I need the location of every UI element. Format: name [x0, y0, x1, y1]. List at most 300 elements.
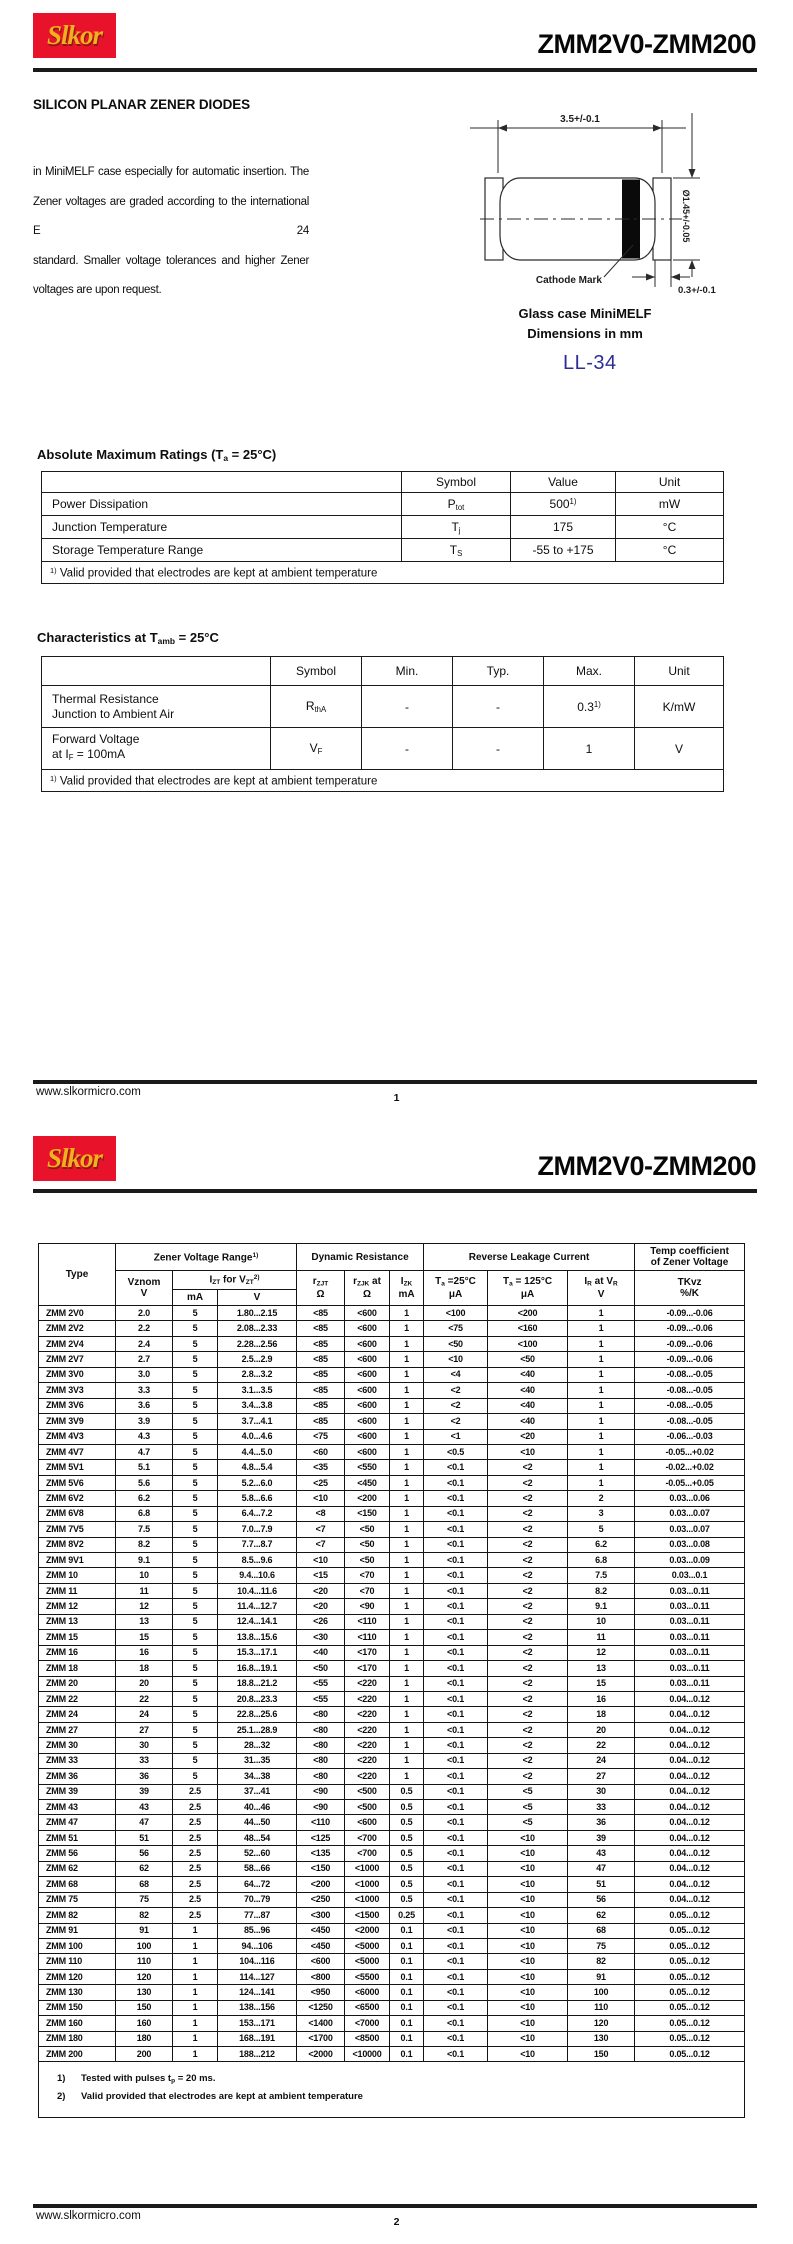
value-cell: <1400: [297, 2016, 345, 2031]
value-cell: <10: [488, 2031, 568, 2046]
value-cell: <10: [488, 1892, 568, 1907]
value-cell: 5: [173, 1738, 218, 1753]
value-cell: <10: [488, 1830, 568, 1845]
value-cell: <0.1: [424, 1815, 488, 1830]
value-cell: 5.1: [116, 1460, 173, 1475]
value-cell: 2.5: [173, 1877, 218, 1892]
value-cell: 0.04...0.12: [635, 1830, 745, 1845]
arrowhead-icon: [671, 274, 680, 281]
value-cell: 1: [568, 1460, 635, 1475]
value-cell: 22.8...25.6: [218, 1707, 297, 1722]
symbol-cell: $T_j$: [402, 516, 511, 539]
value-cell: 3: [568, 1506, 635, 1521]
value-cell: <2: [488, 1475, 568, 1490]
value-cell: 5: [173, 1429, 218, 1444]
value-cell: <0.1: [424, 1753, 488, 1768]
value-cell: <950: [297, 1985, 345, 2000]
value-cell: 22: [568, 1738, 635, 1753]
value-cell: 62: [568, 1908, 635, 1923]
header-cell: Value: [511, 472, 616, 493]
note-line: 2) Valid provided that electrodes are kept at ambient temperature: [57, 2091, 363, 2103]
value-cell: 2.5: [173, 1815, 218, 1830]
value-cell: <0.1: [424, 1954, 488, 1969]
value-cell: <0.1: [424, 1630, 488, 1645]
value-cell: 0.1: [390, 1985, 424, 2000]
value-cell: 5: [173, 1630, 218, 1645]
value-cell: 16: [116, 1645, 173, 1660]
value-cell: <40: [488, 1414, 568, 1429]
type-cell: ZMM 5V6: [39, 1475, 116, 1490]
value-cell: 0.03...0.11: [635, 1645, 745, 1660]
value-cell: <600: [345, 1444, 390, 1459]
zener-row: [39, 1614, 745, 1629]
value-cell: <40: [488, 1398, 568, 1413]
value-cell: 2.0: [116, 1306, 173, 1321]
value-cell: 68: [568, 1923, 635, 1938]
value-cell: 0.04...0.12: [635, 1753, 745, 1768]
footnote-cell: $^{1)}$ Valid provided that electrodes are kept at ambient temperature: [42, 562, 724, 584]
value-cell: <200: [488, 1306, 568, 1321]
value-cell: <80: [297, 1707, 345, 1722]
value-cell: 2.5: [173, 1861, 218, 1876]
value-cell: 1: [390, 1753, 424, 1768]
value-cell: <0.1: [424, 1614, 488, 1629]
header-cell: Typ.: [453, 657, 544, 686]
type-cell: ZMM 13: [39, 1614, 116, 1629]
value-cell: <2: [488, 1599, 568, 1614]
arrowhead-icon: [646, 274, 655, 281]
value-cell: <10: [488, 2047, 568, 2062]
value-cell: <10: [488, 1923, 568, 1938]
value-cell: 0.03...0.07: [635, 1522, 745, 1537]
zener-row: [39, 1537, 745, 1552]
value-cell: 0.04...0.12: [635, 1738, 745, 1753]
value-cell: 2.7: [116, 1352, 173, 1367]
zener-row: [39, 1444, 745, 1459]
temp-coefficient-header: Temp coefficient of Zener Voltage: [635, 1244, 745, 1271]
value-cell: 0.5: [390, 1815, 424, 1830]
value-cell: 28...32: [218, 1738, 297, 1753]
value-cell: <85: [297, 1306, 345, 1321]
zener-row: [39, 1630, 745, 1645]
value-cell: <5: [488, 1815, 568, 1830]
value-cell: 5: [173, 1522, 218, 1537]
value-cell: 8.2: [116, 1537, 173, 1552]
value-cell: 4.0...4.6: [218, 1429, 297, 1444]
value-cell: <0.1: [424, 1676, 488, 1691]
value-cell: 160: [116, 2016, 173, 2031]
value-cell: 8.2: [568, 1583, 635, 1598]
value-cell: <1: [424, 1429, 488, 1444]
value-cell: 0.1: [390, 1923, 424, 1938]
value-cell: <0.1: [424, 1722, 488, 1737]
value-cell: 2.5: [173, 1800, 218, 1815]
value-cell: <0.1: [424, 1861, 488, 1876]
value-cell: 1: [390, 1475, 424, 1490]
value-cell: 1: [173, 1923, 218, 1938]
value-cell: 1: [568, 1475, 635, 1490]
value-cell: 1: [390, 1398, 424, 1413]
value-cell: 33: [568, 1800, 635, 1815]
dim-length-label: 3.5+/-0.1: [560, 114, 600, 125]
value-cell: 5: [568, 1522, 635, 1537]
zener-row: [39, 1815, 745, 1830]
value-cell: 0.04...0.12: [635, 1800, 745, 1815]
value-cell: 2.08...2.33: [218, 1321, 297, 1336]
type-header: Type: [39, 1244, 116, 1306]
value-cell: <10: [424, 1352, 488, 1367]
zener-selection-table: [38, 1243, 745, 2118]
zener-row: [39, 1553, 745, 1568]
zener-row: [39, 1830, 745, 1845]
value-cell: <2000: [345, 1923, 390, 1938]
value-cell: 130: [568, 2031, 635, 2046]
sub-header-row: [39, 1271, 745, 1290]
slkor-logo-text: Slkor: [46, 20, 103, 50]
value-cell: 1: [390, 1661, 424, 1676]
value-cell: 47: [116, 1815, 173, 1830]
type-cell: ZMM 56: [39, 1846, 116, 1861]
value-cell: 5: [173, 1691, 218, 1706]
dim-diameter-label: Ø1.45+/-0.05: [681, 189, 691, 243]
value-cell: 5.8...6.6: [218, 1491, 297, 1506]
part-number-title: ZMM2V0-ZMM200: [537, 1151, 756, 1181]
value-cell: 3.7...4.1: [218, 1414, 297, 1429]
value-cell: <110: [345, 1614, 390, 1629]
value-cell: <5: [488, 1800, 568, 1815]
table-row: [42, 493, 724, 516]
value-cell: -0.08...-0.05: [635, 1383, 745, 1398]
value-cell: -0.05...+0.05: [635, 1475, 745, 1490]
value-cell: 1: [390, 1537, 424, 1552]
value-cell: 0.1: [390, 2031, 424, 2046]
value-cell: 0.03...0.09: [635, 1553, 745, 1568]
value-cell: 7.7...8.7: [218, 1537, 297, 1552]
value-cell: 11: [568, 1630, 635, 1645]
type-cell: ZMM 100: [39, 1938, 116, 1953]
zener-row: [39, 1336, 745, 1351]
value-cell: <80: [297, 1722, 345, 1737]
value-cell: <600: [345, 1367, 390, 1382]
type-cell: ZMM 68: [39, 1877, 116, 1892]
value-cell: <0.1: [424, 1969, 488, 1984]
website-url: www.slkormicro.com: [36, 2210, 141, 2222]
type-cell: ZMM 82: [39, 1908, 116, 1923]
value-cell: 0.5: [390, 1892, 424, 1907]
type-cell: ZMM 15: [39, 1630, 116, 1645]
value-cell: 2.5: [173, 1846, 218, 1861]
zener-row: [39, 1722, 745, 1737]
value-cell: <100: [488, 1336, 568, 1351]
value-cell: 124...141: [218, 1985, 297, 2000]
type-cell: ZMM 18: [39, 1661, 116, 1676]
symbol-cell: $R_{thA}$: [271, 686, 362, 728]
value-cell: <2: [488, 1676, 568, 1691]
value-cell: 1: [390, 1553, 424, 1568]
ta125-header: $T_a = 125^\circ C$ μA: [488, 1271, 568, 1306]
value-cell: 0.05...0.12: [635, 1985, 745, 2000]
value-cell: <110: [297, 1815, 345, 1830]
value-cell: <7000: [345, 2016, 390, 2031]
header-rule: [33, 1189, 757, 1193]
value-cell: 1: [568, 1414, 635, 1429]
type-cell: ZMM 12: [39, 1599, 116, 1614]
value-cell: 153...171: [218, 2016, 297, 2031]
value-cell: <2: [424, 1383, 488, 1398]
value-cell: 15: [116, 1630, 173, 1645]
value-cell: <55: [297, 1691, 345, 1706]
value-cell: <2: [488, 1491, 568, 1506]
value-cell: 16.8...19.1: [218, 1661, 297, 1676]
value-cell: <0.1: [424, 1784, 488, 1799]
value-cell: 91: [568, 1969, 635, 1984]
part-number-title: ZMM2V0-ZMM200: [537, 29, 756, 59]
value-cell: 48...54: [218, 1830, 297, 1845]
value-cell: 58...66: [218, 1861, 297, 1876]
value-cell: 1: [390, 1321, 424, 1336]
type-cell: ZMM 2V2: [39, 1321, 116, 1336]
zener-row: [39, 1645, 745, 1660]
value-cell: 1: [173, 2047, 218, 2062]
value-cell: 2.5: [173, 1908, 218, 1923]
value-cell: 1: [390, 1383, 424, 1398]
reverse-leakage-header: Reverse Leakage Current: [424, 1244, 635, 1271]
value-cell: <50: [297, 1661, 345, 1676]
value-cell: 27: [568, 1769, 635, 1784]
value-cell: 1: [390, 1306, 424, 1321]
value-cell: 11: [116, 1583, 173, 1598]
value-cell: <600: [345, 1306, 390, 1321]
value-cell: <10: [488, 1969, 568, 1984]
value-cell: 82: [116, 1908, 173, 1923]
header-cell: Unit: [616, 472, 724, 493]
value-cell: 0.04...0.12: [635, 1707, 745, 1722]
value-cell: <10: [488, 2016, 568, 2031]
value-cell: <2: [488, 1707, 568, 1722]
value-cell: <0.1: [424, 1491, 488, 1506]
value-cell: <160: [488, 1321, 568, 1336]
header-cell: Symbol: [271, 657, 362, 686]
value-cell: 5: [173, 1383, 218, 1398]
value-cell: 1: [390, 1336, 424, 1351]
value-cell: <250: [297, 1892, 345, 1907]
value-cell: <75: [424, 1321, 488, 1336]
value-cell: 5: [173, 1491, 218, 1506]
value-cell: 0.05...0.12: [635, 1923, 745, 1938]
value-cell: <0.1: [424, 1846, 488, 1861]
heading-text: Characteristics at T: [37, 630, 158, 645]
value-cell: <0.1: [424, 1522, 488, 1537]
value-cell: 91: [116, 1923, 173, 1938]
type-cell: ZMM 3V0: [39, 1367, 116, 1382]
value-cell: -0.06...-0.03: [635, 1429, 745, 1444]
value-cell: <200: [345, 1491, 390, 1506]
intro-line: Zener voltages are graded according to the international E 24: [33, 195, 309, 237]
value-cell: 1: [390, 1414, 424, 1429]
value-cell: -0.09...-0.06: [635, 1352, 745, 1367]
value-cell: <85: [297, 1336, 345, 1351]
value-cell: 1: [173, 2031, 218, 2046]
heading-text: Absolute Maximum Ratings (T: [37, 447, 224, 462]
value-cell: <1000: [345, 1861, 390, 1876]
value-cell: 1: [568, 1321, 635, 1336]
type-cell: ZMM 120: [39, 1969, 116, 1984]
value-cell: <2: [488, 1553, 568, 1568]
value-cell: <135: [297, 1846, 345, 1861]
value-cell: <220: [345, 1769, 390, 1784]
value-cell: 13: [568, 1661, 635, 1676]
value-cell: 1: [390, 1429, 424, 1444]
value-cell: <2: [424, 1398, 488, 1413]
type-cell: ZMM 22: [39, 1691, 116, 1706]
value-cell: 0.03...0.11: [635, 1661, 745, 1676]
type-cell: ZMM 16: [39, 1645, 116, 1660]
type-cell: ZMM 30: [39, 1738, 116, 1753]
value-cell: 1: [173, 1954, 218, 1969]
characteristics-table: [41, 656, 724, 792]
value-cell: 2.28...2.56: [218, 1336, 297, 1351]
value-cell: 0.04...0.12: [635, 1892, 745, 1907]
type-cell: ZMM 6V8: [39, 1506, 116, 1521]
value-cell: <85: [297, 1321, 345, 1336]
dynamic-resistance-header: Dynamic Resistance: [297, 1244, 424, 1271]
value-cell: <50: [345, 1522, 390, 1537]
value-cell: 12: [568, 1645, 635, 1660]
value-cell: <2: [488, 1722, 568, 1737]
value-cell: 3.9: [116, 1414, 173, 1429]
value-cell: -0.08...-0.05: [635, 1398, 745, 1413]
value-cell: 43: [568, 1846, 635, 1861]
type-cell: ZMM 4V7: [39, 1444, 116, 1459]
value-cell: 1: [568, 1398, 635, 1413]
value-cell: 0.05...0.12: [635, 2047, 745, 2062]
value-cell: 1: [390, 1444, 424, 1459]
vzt-unit-header: V: [218, 1290, 297, 1306]
footnote-row: [42, 770, 724, 792]
value-cell: 0.1: [390, 1954, 424, 1969]
intro-line: voltages are upon request.: [33, 284, 162, 296]
zener-row: [39, 1985, 745, 2000]
value-cell: 3.4...3.8: [218, 1398, 297, 1413]
value-cell: 1: [390, 1691, 424, 1706]
value-cell: <2: [488, 1661, 568, 1676]
footnote-row: [42, 562, 724, 584]
notes-row: [39, 2062, 745, 2118]
caption-line: Glass case MiniMELF: [518, 306, 652, 321]
value-cell: <2: [488, 1614, 568, 1629]
value-cell: 1: [390, 1367, 424, 1382]
value-cell: 36: [116, 1769, 173, 1784]
value-cell: 20: [568, 1722, 635, 1737]
value-cell: 4.3: [116, 1429, 173, 1444]
value-cell: 0.03...0.08: [635, 1537, 745, 1552]
value-cell: 110: [116, 1954, 173, 1969]
header-cell: Symbol: [402, 472, 511, 493]
value-cell: <0.1: [424, 1738, 488, 1753]
value-cell: <35: [297, 1460, 345, 1475]
page-title: SILICON PLANAR ZENER DIODES: [33, 97, 251, 112]
value-cell: <85: [297, 1367, 345, 1382]
value-cell: <220: [345, 1753, 390, 1768]
value-cell: 30: [568, 1784, 635, 1799]
zener-row: [39, 1429, 745, 1444]
value-cell: 100: [568, 1985, 635, 2000]
value-cell: 6.2: [568, 1537, 635, 1552]
group-header-row: [39, 1244, 745, 1271]
value-cell: 0.05...0.12: [635, 2016, 745, 2031]
type-cell: ZMM 150: [39, 2000, 116, 2015]
value-cell: <600: [345, 1398, 390, 1413]
value-cell: 1: [173, 2000, 218, 2015]
value-cell: 1: [390, 1491, 424, 1506]
table-notes: [39, 2062, 745, 2118]
value-cell: 70...79: [218, 1892, 297, 1907]
value-cell: <75: [297, 1429, 345, 1444]
value-cell: 5: [173, 1460, 218, 1475]
footer-rule: [33, 1080, 757, 1084]
value-cell: 0.04...0.12: [635, 1877, 745, 1892]
ta25-header: $T_a =25^\circ C$ μA: [424, 1271, 488, 1306]
value-cell: <0.1: [424, 1985, 488, 2000]
value-cell: 27: [116, 1722, 173, 1737]
param-cell: Junction Temperature: [42, 516, 402, 539]
value-cell: <85: [297, 1398, 345, 1413]
value-cell: 1: [390, 1645, 424, 1660]
value-cell: 5.6: [116, 1475, 173, 1490]
typ-cell: -: [453, 686, 544, 728]
value-cell: <0.1: [424, 1475, 488, 1490]
value-cell: <70: [345, 1583, 390, 1598]
type-cell: ZMM 4V3: [39, 1429, 116, 1444]
type-cell: ZMM 130: [39, 1985, 116, 2000]
zener-row: [39, 1398, 745, 1413]
zener-row: [39, 1923, 745, 1938]
vznom-header: Vznom V: [116, 1271, 173, 1306]
value-cell: 5: [173, 1367, 218, 1382]
value-cell: <0.1: [424, 1583, 488, 1598]
value-cell: <2: [488, 1630, 568, 1645]
value-cell: <0.1: [424, 2047, 488, 2062]
abs-max-table: [41, 471, 724, 584]
value-cell: 150: [116, 2000, 173, 2015]
header-cell: Unit: [635, 657, 724, 686]
value-cell: 188...212: [218, 2047, 297, 2062]
value-cell: 5: [173, 1537, 218, 1552]
value-cell: 2.5: [173, 1784, 218, 1799]
heading-sub: a: [223, 453, 229, 464]
value-cell: 5: [173, 1352, 218, 1367]
value-cell: 1: [568, 1352, 635, 1367]
zener-row: [39, 1800, 745, 1815]
value-cell: 0.04...0.12: [635, 1846, 745, 1861]
value-cell: 9.1: [116, 1553, 173, 1568]
header-cell: Max.: [544, 657, 635, 686]
value-cell: <8500: [345, 2031, 390, 2046]
package-name: LL-34: [563, 352, 617, 374]
value-cell: 3.1...3.5: [218, 1383, 297, 1398]
value-cell: <2: [488, 1460, 568, 1475]
value-cell: 0.04...0.12: [635, 1769, 745, 1784]
value-cell: 94...106: [218, 1938, 297, 1953]
izt-unit-header: mA: [173, 1290, 218, 1306]
page-number: 2: [393, 2216, 400, 2228]
value-cell: 1: [390, 1460, 424, 1475]
value-cell: 9.4...10.6: [218, 1568, 297, 1583]
zener-row: [39, 1784, 745, 1799]
slkor-logo-text: Slkor: [46, 1143, 103, 1173]
value-cell: 6.2: [116, 1491, 173, 1506]
value-cell: 2: [568, 1491, 635, 1506]
